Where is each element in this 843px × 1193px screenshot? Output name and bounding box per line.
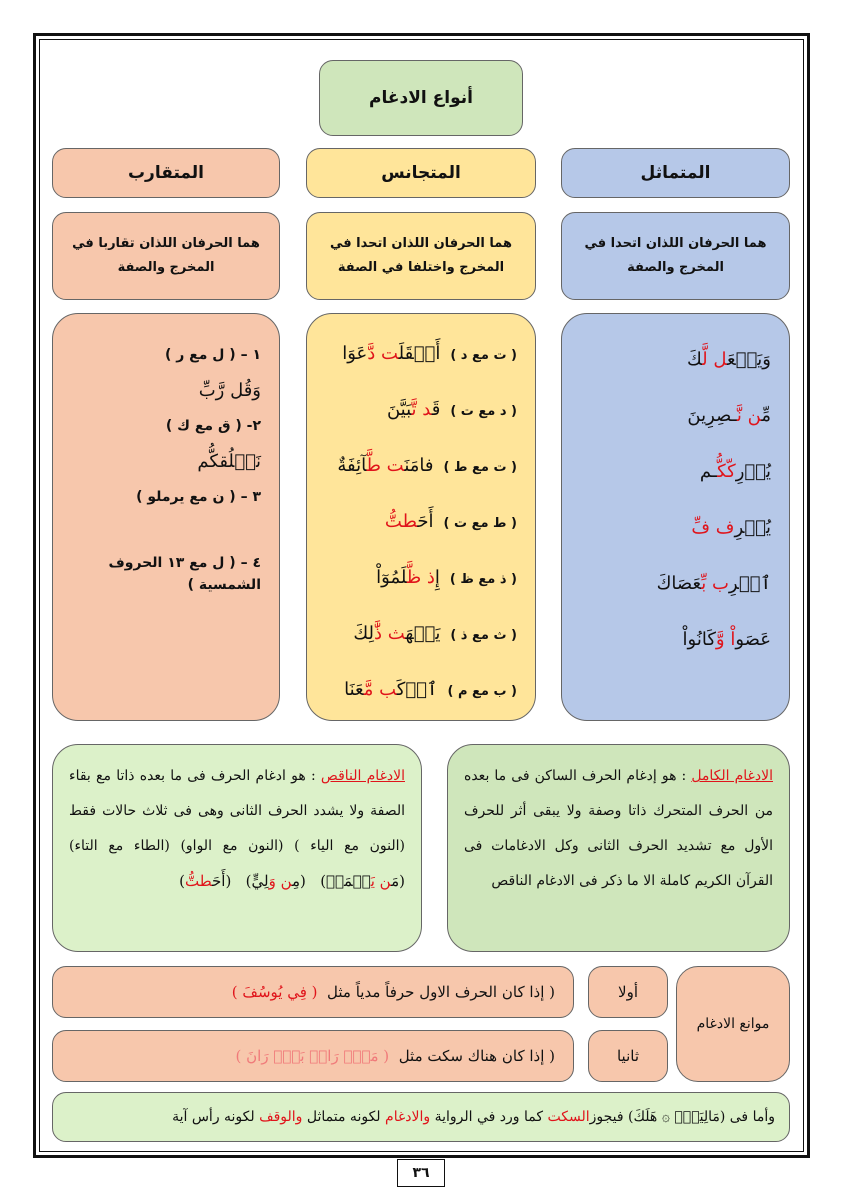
def-mutajanis-text: هما الحرفان اللذان اتحدا في المخرج واختلفا في الصفة bbox=[329, 236, 513, 275]
mutamathil-example: مِّن نَّـصِرِينَ bbox=[687, 405, 771, 426]
mutajanis-example: ( ب مع م )ٱرۡكَب مَّعَنَا bbox=[344, 679, 517, 700]
mutaqarib-item-4: ٤ – ( ل مع ١٣ الحروف الشمسية ) bbox=[108, 555, 261, 593]
page-title-text: أنواع الادغام bbox=[369, 88, 473, 108]
first-rule-example: ( فِي يُوسُفَ ) bbox=[231, 983, 318, 1001]
second-rule bbox=[52, 1030, 574, 1082]
page-number bbox=[397, 1159, 445, 1187]
first-label: أولا bbox=[618, 983, 638, 1001]
def-mutamathil bbox=[561, 212, 790, 300]
mutamathil-example: وَيَجۡعَل لَّكَ bbox=[686, 349, 771, 370]
kamil-text: : هو إدغام الحرف الساكن فى ما بعده من الحرف المتحرك ذاتا وصفة ولا يبقى أثر للحرف الأول مع تشديد الحرف الثانى وكل الادغامات فى القرآن الكريم كاملة الا ما ذكر فى الادغام الناقص bbox=[464, 768, 773, 889]
header-mutajanis bbox=[306, 148, 536, 198]
footer-note-content: وأما فى (مَالِيَهۡۜ ۞ هَلَكَ) فيجوزالسكت كما ورد في الرواية والادغام لكونه متماثل والوقف لكونه رأس آية bbox=[172, 1109, 775, 1125]
header-mutamathil bbox=[561, 148, 790, 198]
naqis-box bbox=[52, 744, 422, 952]
def-mutaqarib-text: هما الحرفان اللذان تقاربا في المخرج والصفة bbox=[72, 236, 260, 275]
mutaqarib-examples bbox=[52, 313, 280, 721]
mawani-label: موانع الادغام bbox=[696, 1016, 770, 1032]
page-title bbox=[319, 60, 523, 136]
mutajanis-example: ( د مع ت )قَد تَّبَيَّنَ bbox=[386, 399, 517, 420]
def-mutajanis bbox=[306, 212, 536, 300]
kamil-label: الادغام الكامل bbox=[691, 768, 773, 784]
mutajanis-example: ( ذ مع ظ )إِذ ظَّلَمُوٓاْ bbox=[376, 567, 517, 588]
mawani-label-box bbox=[676, 966, 790, 1082]
first-label-box bbox=[588, 966, 668, 1018]
second-label-box bbox=[588, 1030, 668, 1082]
mutaqarib-item-3: ٣ – ( ن مع يرملو ) bbox=[136, 489, 261, 505]
mutaqarib-word-1: وَقُل رَّبِّ bbox=[198, 380, 261, 401]
mutajanis-example: ( ت مع د )أَثۡقَلَت دَّعَوَا bbox=[342, 343, 517, 364]
mutaqarib-item-1: ١ – ( ل مع ر ) bbox=[164, 347, 261, 363]
mutamathil-examples bbox=[561, 313, 790, 721]
def-mutaqarib bbox=[52, 212, 280, 300]
second-label: ثانيا bbox=[616, 1047, 640, 1065]
header-mutajanis-text: المتجانس bbox=[381, 163, 461, 183]
mutamathil-example: ٱضۡرِب بِّعَصَاكَ bbox=[656, 573, 771, 594]
page-number-text: ٣٦ bbox=[412, 1165, 430, 1181]
header-mutamathil-text: المتماثل bbox=[640, 163, 711, 183]
header-mutaqarib-text: المتقارب bbox=[127, 163, 205, 183]
first-rule bbox=[52, 966, 574, 1018]
naqis-text: : هو ادغام الحرف فى ما بعده ذاتا مع بقاء الصفة ولا يشدد الحرف الثانى وهى فى ثلاث حالات فقط (النون مع الياء ) (النون مع الواو) (الطاء مع التاء) bbox=[69, 768, 405, 854]
first-rule-text: ( إذا كان الحرف الاول حرفاً مدياً مثل bbox=[327, 983, 555, 1001]
mutajanis-examples bbox=[306, 313, 536, 721]
naqis-examples: (مَن يَعۡمَلۡ) (مِن وَلِيٍّ) (أَحَطتُّ) bbox=[179, 872, 405, 890]
kamil-box bbox=[447, 744, 790, 952]
second-rule-example: ( مَنۡۜ رَاقٖ بَلۡۜ رَانَ ) bbox=[235, 1047, 390, 1065]
mutajanis-example: ( ث مع ذ )يَلۡهَث ذَّٰلِكَ bbox=[353, 623, 517, 644]
second-rule-text: ( إذا كان هناك سكت مثل bbox=[398, 1047, 555, 1065]
header-mutaqarib bbox=[52, 148, 280, 198]
mutajanis-example: ( ط مع ت )أَحَطتُّ bbox=[384, 511, 517, 532]
naqis-label: الادغام الناقص bbox=[320, 768, 405, 784]
footer-note bbox=[52, 1092, 790, 1142]
mutamathil-example: عَصَواْ وَّكَانُواْ bbox=[682, 629, 771, 650]
mutaqarib-item-2: ٢- ( ق مع ك ) bbox=[165, 418, 261, 434]
mutajanis-example: ( ت مع ط )فامَنَت طَّآئِفَةٌ bbox=[337, 455, 517, 476]
mutamathil-example: يُدۡرِكّكُّـم bbox=[699, 461, 771, 482]
mutamathil-example: يُسۡرِف فِّ bbox=[691, 517, 771, 538]
def-mutamathil-text: هما الحرفان اللذان اتحدا في المخرج والصفة bbox=[584, 236, 767, 275]
mutaqarib-word-2: نَخۡلُقكُّم bbox=[197, 451, 261, 472]
